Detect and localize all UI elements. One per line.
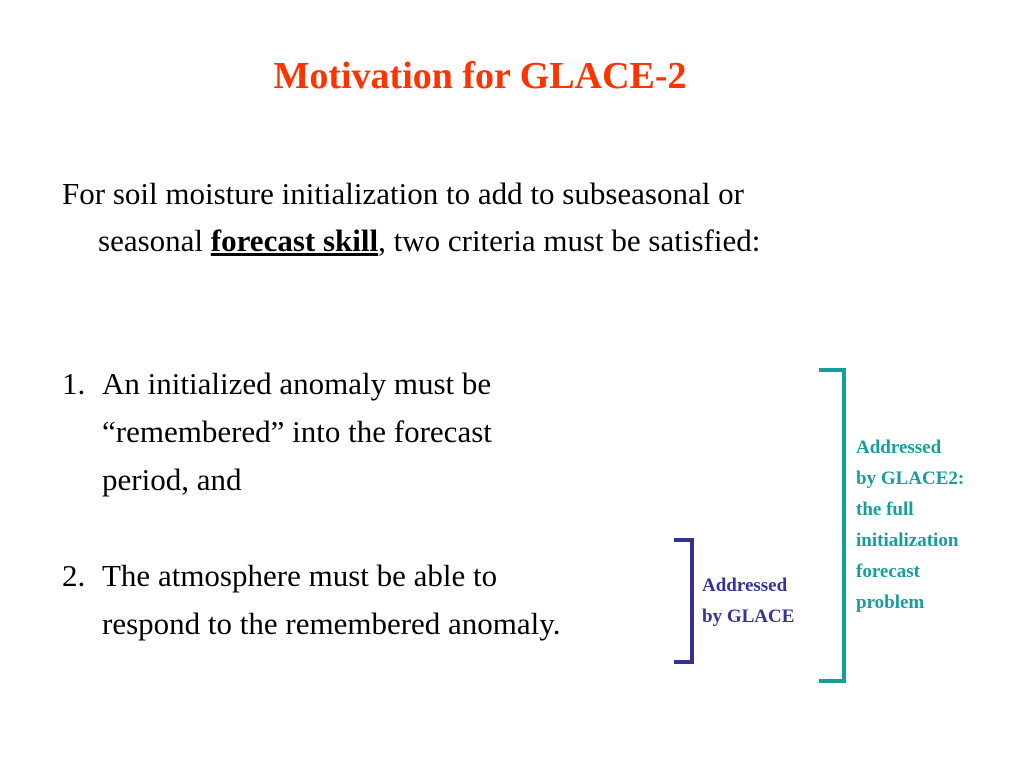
intro-paragraph xyxy=(62,170,982,264)
glace2-annotation-line: the full xyxy=(856,499,914,520)
forecast-skill-emphasis: forecast skill xyxy=(210,223,379,258)
criterion-1-line-2: “remembered” into the forecast xyxy=(102,414,492,449)
criterion-1-number: 1. xyxy=(62,366,86,401)
criterion-2-line-2: respond to the remembered anomaly. xyxy=(102,606,561,641)
glace2-annotation xyxy=(856,432,964,618)
criterion-1 xyxy=(62,360,702,504)
intro-line-2-before: seasonal xyxy=(98,223,211,258)
glace2-bracket xyxy=(819,368,846,683)
glace2-annotation-line: initialization xyxy=(856,530,959,551)
glace2-annotation-line: forecast xyxy=(856,561,921,582)
criterion-2-number: 2. xyxy=(62,558,86,593)
glace2-annotation-line: Addressed xyxy=(856,437,942,458)
criterion-1-line-1: An initialized anomaly must be xyxy=(102,366,492,401)
glace2-annotation-line: by GLACE2: xyxy=(856,468,965,489)
glace-annotation-line: Addressed xyxy=(702,575,788,596)
intro-line-2 xyxy=(62,217,982,264)
glace-bracket xyxy=(674,538,694,664)
intro-line-2-after: , two criteria must be satisfied: xyxy=(378,223,761,258)
criterion-1-line-3: period, and xyxy=(102,462,242,497)
glace2-annotation-line: problem xyxy=(856,592,925,613)
glace-annotation xyxy=(702,570,794,632)
slide-title: Motivation for GLACE-2 xyxy=(273,55,687,97)
glace-annotation-line: by GLACE xyxy=(702,606,795,627)
criterion-2 xyxy=(62,552,702,648)
intro-line-1: For soil moisture initialization to add to subseasonal or xyxy=(62,176,744,211)
criterion-2-line-1: The atmosphere must be able to xyxy=(102,558,498,593)
